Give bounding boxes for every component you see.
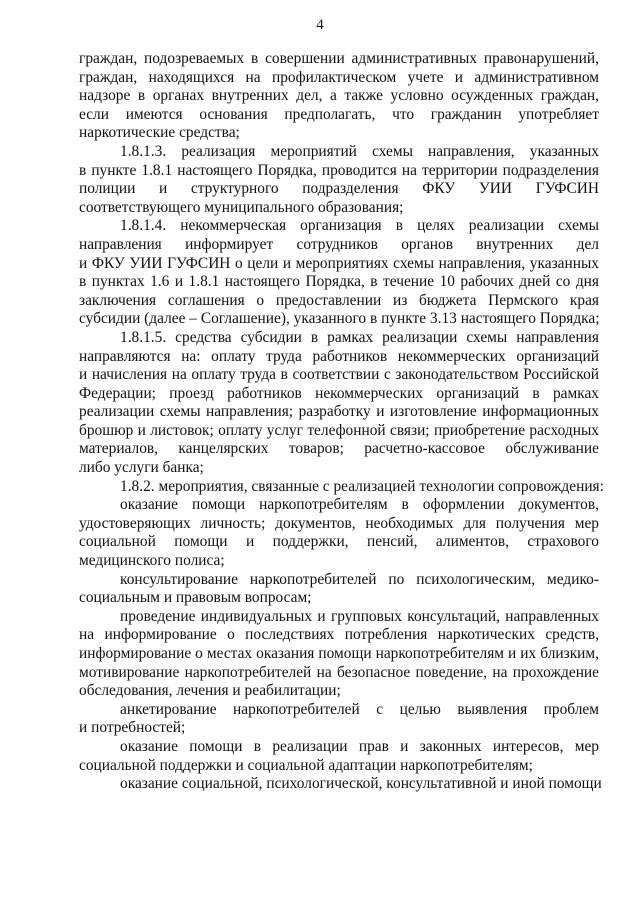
text-line: и потребностей; <box>79 719 186 737</box>
text-line: 1.8.1.5. средства субсидии в рамках реализации схемы направления <box>120 328 599 346</box>
document-body <box>79 50 604 794</box>
text-line: консультирование наркопотребителей по психологическим, медико- <box>120 570 599 588</box>
text-line: полиции и структурного подразделения ФКУ УИИ ГУФСИН <box>79 180 599 198</box>
text-line: Федерации; проезд работников некоммерческих организаций в рамках <box>79 384 599 402</box>
text-line: на информирование о последствиях потребления наркотических средств, <box>79 626 599 644</box>
text-line: в пунктах 1.6 и 1.8.1 настоящего Порядка, в течение 10 рабочих дней со дня <box>79 273 599 291</box>
text-line: проведение индивидуальных и групповых консультаций, направленных <box>120 607 599 625</box>
text-line: анкетирование наркопотребителей с целью выявления проблем <box>120 700 599 718</box>
text-line: надзоре в органах внутренних дел, а также условно осужденных граждан, <box>79 87 599 105</box>
text-line: и ФКУ УИИ ГУФСИН о цели и мероприятиях схемы направления, указанных <box>79 254 599 272</box>
text-line: если имеются основания предполагать, что гражданин употребляет <box>79 105 599 123</box>
text-line: социальным и правовым вопросам; <box>79 589 312 607</box>
text-line: медицинского полиса; <box>79 552 225 570</box>
text-line: оказание социальной, психологической, консультативной и иной помощи <box>120 775 602 793</box>
text-line: соответствующего муниципального образования; <box>79 198 404 216</box>
text-line: реализации схемы направления; разработку и изготовление информационных <box>79 403 599 421</box>
text-line: оказание помощи наркопотребителям в оформлении документов, <box>120 496 599 514</box>
text-line: заключения соглашения о предоставлении из бюджета Пермского края <box>79 291 599 309</box>
text-line: направляются на: оплату труда работников некоммерческих организаций <box>79 347 599 365</box>
text-line: информирование о местах оказания помощи наркопотребителям и их близким, <box>79 645 599 662</box>
text-line: брошюр и листовок; оплату услуг телефонной связи; приобретение расходных <box>79 421 599 439</box>
text-line: 1.8.1.3. реализация мероприятий схемы направления, указанных <box>120 142 599 160</box>
text-line: 1.8.1.4. некоммерческая организация в целях реализации схемы <box>120 217 599 235</box>
text-line: граждан, подозреваемых в совершении административных правонарушений, <box>79 50 599 67</box>
text-line: оказание помощи в реализации прав и законных интересов, мер <box>120 737 599 755</box>
text-line: 1.8.2. мероприятия, связанные с реализацией технологии сопровождения: <box>120 477 604 495</box>
text-line: граждан, находящихся на профилактическом учете и административном <box>79 68 599 86</box>
text-line: направления информирует сотрудников органов внутренних дел <box>79 235 599 253</box>
text-line: удостоверяющих личность; документов, необходимых для получения мер <box>79 514 599 532</box>
text-line: и начисления на оплату труда в соответствии с законодательством Российской <box>79 366 599 384</box>
text-line: наркотические средства; <box>79 124 240 142</box>
text-line: субсидии (далее – Соглашение), указанного в пункте 3.13 настоящего Порядка; <box>79 310 600 328</box>
text-line: социальной поддержки и социальной адаптации наркопотребителям; <box>79 756 533 774</box>
text-line: обследования, лечения и реабилитации; <box>79 682 341 700</box>
text-line: социальной помощи и поддержки, пенсий, алиментов, страхового <box>79 533 599 551</box>
text-line: материалов, канцелярских товаров; расчетно-кассовое обслуживание <box>79 440 599 458</box>
page-number: 4 <box>316 17 324 33</box>
text-line: мотивирование наркопотребителей на безопасное поведение, на прохождение <box>79 663 599 681</box>
text-line: в пункте 1.8.1 настоящего Порядка, проводится на территории подразделения <box>79 161 599 179</box>
text-line: либо услуги банка; <box>79 459 204 477</box>
